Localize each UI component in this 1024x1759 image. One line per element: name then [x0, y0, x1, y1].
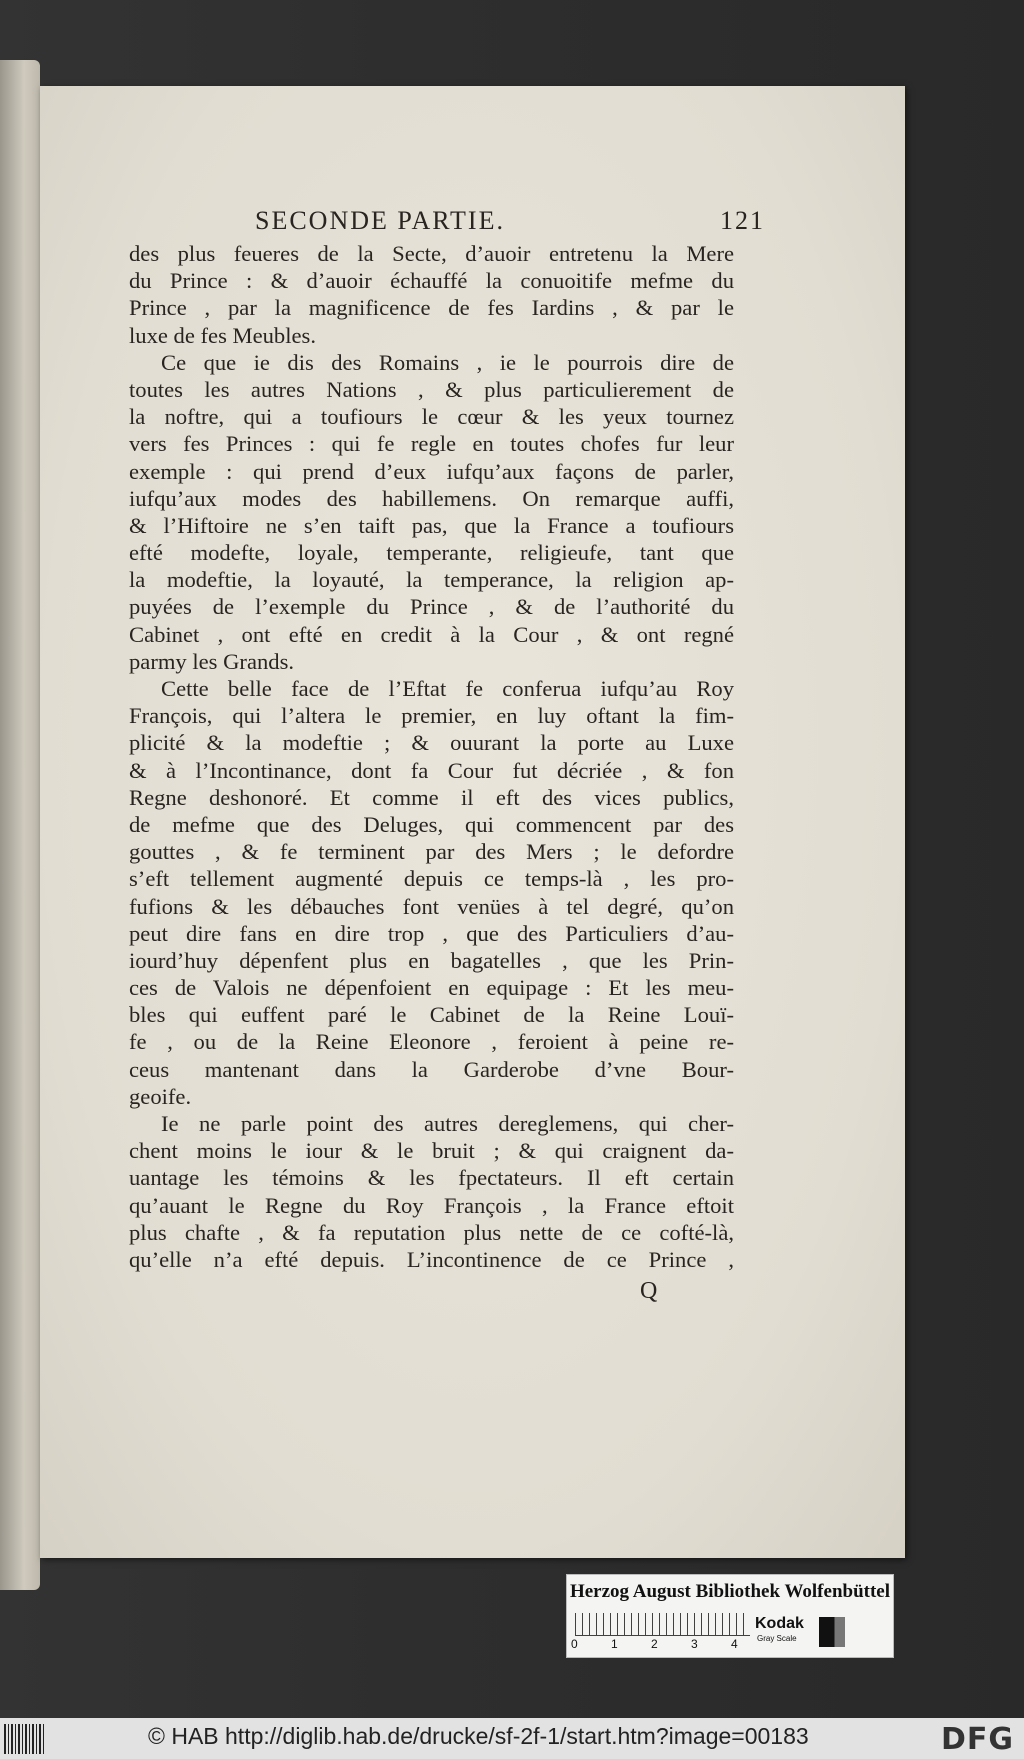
text-line: Prince , par la magnificence de fes Iardins , & par le [129, 295, 734, 321]
text-line: qu’auant le Regne du Roy François , la France eftoit [129, 1192, 734, 1218]
text-line: des plus feueres de la Secte, d’auoir entretenu la Mere [129, 241, 734, 266]
text-line: parmy les Grands. [129, 648, 295, 674]
text-line: iourd’huy dépenfent plus en bagatelles , que les Prin- [129, 947, 734, 973]
text-line: iufqu’aux modes des habillemens. On remarque auffi, [129, 485, 734, 511]
text-line: Ce que ie dis des Romains , ie le pourrois dire de [161, 349, 734, 375]
book-page [40, 86, 905, 1558]
ruler-number: 4 [731, 1637, 738, 1651]
text-line: vers fes Princes : qui fe regle en toutes chofes fur leur [129, 431, 734, 457]
previous-page-edge [0, 60, 40, 1590]
text-line: chent moins le iour & le bruit ; & qui craignent da- [129, 1138, 734, 1164]
gray-scale-patch [819, 1617, 845, 1647]
text-line: peut dire fans en dire trop , que des Particuliers d’au- [129, 920, 734, 946]
body-text [129, 240, 734, 1273]
text-line: fe , ou de la Reine Eleonore , feroient à peine re- [129, 1029, 734, 1055]
text-line: de mefme que des Deluges, qui commencent par des [129, 811, 734, 837]
dfg-logo: DFG [940, 1722, 1014, 1757]
text-line: Regne deshonoré. Et comme il eft des vices publics, [129, 784, 734, 810]
text-line: toutes les autres Nations , & plus particulierement de [129, 376, 734, 402]
text-line: Cette belle face de l’Eftat fe conferua iufqu’au Roy [161, 676, 734, 701]
text-line: puyées de l’exemple du Prince , & de l’authorité du [129, 594, 734, 620]
text-line: s’eft tellement augmenté depuis ce temps-là , les pro- [129, 866, 734, 892]
running-title: SECONDE PARTIE. [255, 206, 505, 235]
kodak-brand: Kodak [755, 1615, 804, 1632]
library-color-card [566, 1574, 894, 1658]
ruler-number: 0 [571, 1637, 578, 1651]
text-line: du Prince : & d’auoir échauffé la conuoitife mefme du [129, 268, 734, 294]
text-line: plicité & la modeftie ; & ouurant la porte au Luxe [129, 730, 734, 756]
text-line: la noftre, qui a toufiours le cœur & les yeux tournez [129, 404, 734, 430]
text-line: geoife. [129, 1083, 192, 1109]
text-line: uantage les témoins & les fpectateurs. Il eft certain [129, 1165, 734, 1191]
gray-scale-label: Gray Scale [757, 1634, 797, 1643]
text-line: ces de Valois ne dépenfoient en equipage : Et les meu- [129, 975, 734, 1001]
text-line: efté modefte, loyale, temperante, religieufe, tant que [129, 540, 734, 566]
text-line: qu’elle n’a efté depuis. L’incontinence de ce Prince , [129, 1246, 734, 1272]
text-line: François, qui l’altera le premier, en luy oftant la fim- [129, 703, 734, 729]
text-line: plus chafte , & fa reputation plus nette de ce cofté-là, [129, 1219, 734, 1245]
ruler-number: 2 [651, 1637, 658, 1651]
text-line: gouttes , & fe terminent par des Mers ; le defordre [129, 839, 734, 865]
text-line: & l’Hiftoire ne s’en taift pas, que la France a toufiours [129, 512, 734, 538]
library-name: Herzog August Bibliothek Wolfenbüttel [569, 1581, 891, 1602]
text-line: luxe de fes Meubles. [129, 322, 316, 348]
page-number: 121 [720, 206, 765, 235]
footer-bar [0, 1718, 1024, 1759]
text-line: exemple : qui prend d’eux iufqu’aux façons de parler, [129, 458, 734, 484]
text-line: ceus mantenant dans la Garderobe d’vne Bour- [129, 1056, 734, 1082]
text-line: fufions & les débauches font venües à tel degré, qu’on [129, 893, 734, 919]
scale-ruler [575, 1613, 750, 1636]
ruler-number: 3 [691, 1637, 698, 1651]
text-line: Cabinet , ont efté en credit à la Cour , & ont regné [129, 621, 734, 647]
catchword: Q [640, 1278, 658, 1304]
text-line: Ie ne parle point des autres dereglemens, qui cher- [161, 1111, 734, 1136]
text-line: & à l’Incontinance, dont fa Cour fut décriée , & fon [129, 757, 734, 783]
ruler-number: 1 [611, 1637, 618, 1651]
text-line: bles qui euffent paré le Cabinet de la Reine Louï- [129, 1002, 734, 1028]
text-line: la modeftie, la loyauté, la temperance, la religion ap- [129, 567, 734, 593]
copyright-url[interactable]: © HAB http://diglib.hab.de/drucke/sf-2f-1/start.htm?image=00183 [148, 1723, 809, 1749]
running-head [255, 206, 765, 240]
barcode-icon [4, 1724, 46, 1754]
